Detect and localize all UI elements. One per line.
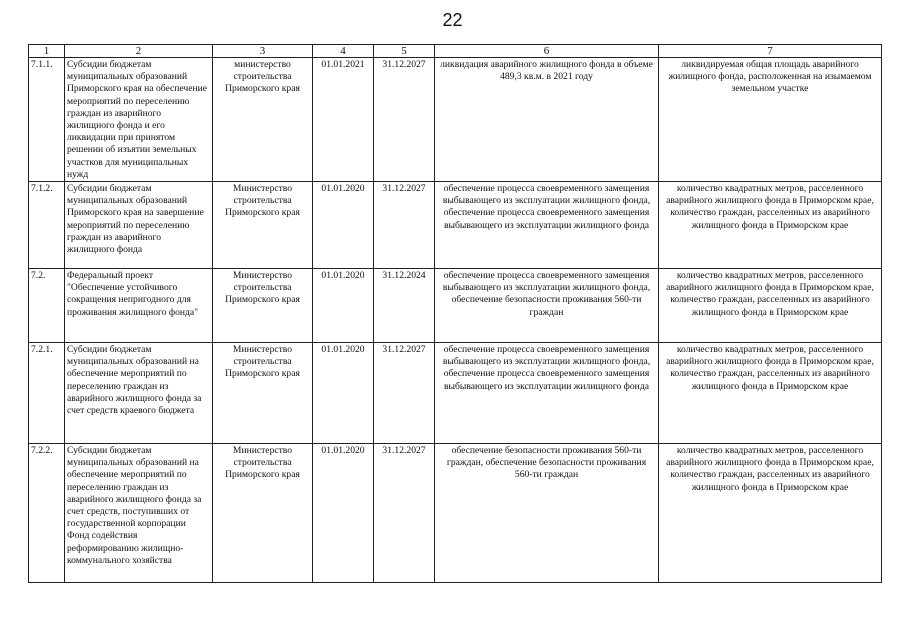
header-col-7: 7 bbox=[659, 45, 882, 58]
table-row bbox=[29, 343, 882, 444]
row-start-date: 01.01.2021 bbox=[313, 58, 374, 182]
row-name: Субсидии бюджетам муниципальных образований Приморского края на завершение мероприятий по переселению граждан из аварийного жилищного фонда bbox=[65, 182, 213, 269]
header-col-4: 4 bbox=[313, 45, 374, 58]
row-end-date: 31.12.2027 bbox=[374, 444, 435, 583]
table-row bbox=[29, 444, 882, 583]
row-executor: Министерство строительства Приморского края bbox=[213, 269, 313, 343]
row-indicator: количество квадратных метров, расселенного аварийного жилищного фонда в Приморском крае, количество граждан, расселенных из аварийного жилищного фонда в Приморском крае bbox=[659, 444, 882, 583]
row-indicator: количество квадратных метров, расселенного аварийного жилищного фонда в Приморском крае, количество граждан, расселенных из аварийного жилищного фонда в Приморском крае bbox=[659, 182, 882, 269]
row-start-date: 01.01.2020 bbox=[313, 182, 374, 269]
page-number: 22 bbox=[442, 10, 463, 30]
row-result: обеспечение безопасности проживания 560-ти граждан, обеспечение безопасности проживания 560-ти граждан bbox=[435, 444, 659, 583]
row-indicator: количество квадратных метров, расселенного аварийного жилищного фонда в Приморском крае, количество граждан, расселенных из аварийного жилищного фонда в Приморском крае bbox=[659, 269, 882, 343]
row-end-date: 31.12.2027 bbox=[374, 182, 435, 269]
row-end-date: 31.12.2027 bbox=[374, 343, 435, 444]
row-name: Субсидии бюджетам муниципальных образований на обеспечение мероприятий по переселению граждан из аварийного жилищного фонда за счет средств, поступивших от государственной корпорации Фонд содействия реформированию жилищно-коммунального хозяйства bbox=[65, 444, 213, 583]
header-col-3: 3 bbox=[213, 45, 313, 58]
table-row bbox=[29, 182, 882, 269]
row-end-date: 31.12.2024 bbox=[374, 269, 435, 343]
row-number: 7.2. bbox=[29, 269, 65, 343]
row-start-date: 01.01.2020 bbox=[313, 444, 374, 583]
row-executor: Министерство строительства Приморского края bbox=[213, 343, 313, 444]
row-end-date: 31.12.2027 bbox=[374, 58, 435, 182]
row-number: 7.1.1. bbox=[29, 58, 65, 182]
header-col-5: 5 bbox=[374, 45, 435, 58]
table-row bbox=[29, 58, 882, 182]
row-indicator: ликвидируемая общая площадь аварийного жилищного фонда, расположенная на изымаемом земельном участке bbox=[659, 58, 882, 182]
row-name: Субсидии бюджетам муниципальных образований Приморского края на обеспечение мероприятий по переселению граждан из аварийного жилищного фонда и его ликвидации при принятом решении об изъятии земельных участков для муниципальных нужд bbox=[65, 58, 213, 182]
header-row bbox=[29, 45, 882, 58]
row-executor: Министерство строительства Приморского края bbox=[213, 444, 313, 583]
row-executor: министерство строительства Приморского края bbox=[213, 58, 313, 182]
row-start-date: 01.01.2020 bbox=[313, 269, 374, 343]
row-number: 7.2.2. bbox=[29, 444, 65, 583]
row-name: Федеральный проект "Обеспечение устойчивого сокращения непригодного для проживания жилищного фонда" bbox=[65, 269, 213, 343]
row-result: ликвидация аварийного жилищного фонда в объеме 489,3 кв.м. в 2021 году bbox=[435, 58, 659, 182]
row-start-date: 01.01.2020 bbox=[313, 343, 374, 444]
row-result: обеспечение процесса своевременного замещения выбывающего из эксплуатации жилищного фонда, обеспечение процесса своевременного замещения выбывающего из эксплуатации жилищного фонда bbox=[435, 343, 659, 444]
row-executor: Министерство строительства Приморского края bbox=[213, 182, 313, 269]
header-col-2: 2 bbox=[65, 45, 213, 58]
program-table bbox=[28, 44, 882, 583]
row-name: Субсидии бюджетам муниципальных образований на обеспечение мероприятий по переселению граждан из аварийного жилищного фонда за счет средств краевого бюджета bbox=[65, 343, 213, 444]
table-row bbox=[29, 269, 882, 343]
header-col-1: 1 bbox=[29, 45, 65, 58]
row-result: обеспечение процесса своевременного замещения выбывающего из эксплуатации жилищного фонда, обеспечение процесса своевременного замещения выбывающего из эксплуатации жилищного фонда bbox=[435, 182, 659, 269]
row-number: 7.1.2. bbox=[29, 182, 65, 269]
row-result: обеспечение процесса своевременного замещения выбывающего из эксплуатации жилищного фонда, обеспечение безопасности проживания 560-ти граждан bbox=[435, 269, 659, 343]
header-col-6: 6 bbox=[435, 45, 659, 58]
row-number: 7.2.1. bbox=[29, 343, 65, 444]
row-indicator: количество квадратных метров, расселенного аварийного жилищного фонда в Приморском крае, количество граждан, расселенных из аварийного жилищного фонда в Приморском крае bbox=[659, 343, 882, 444]
